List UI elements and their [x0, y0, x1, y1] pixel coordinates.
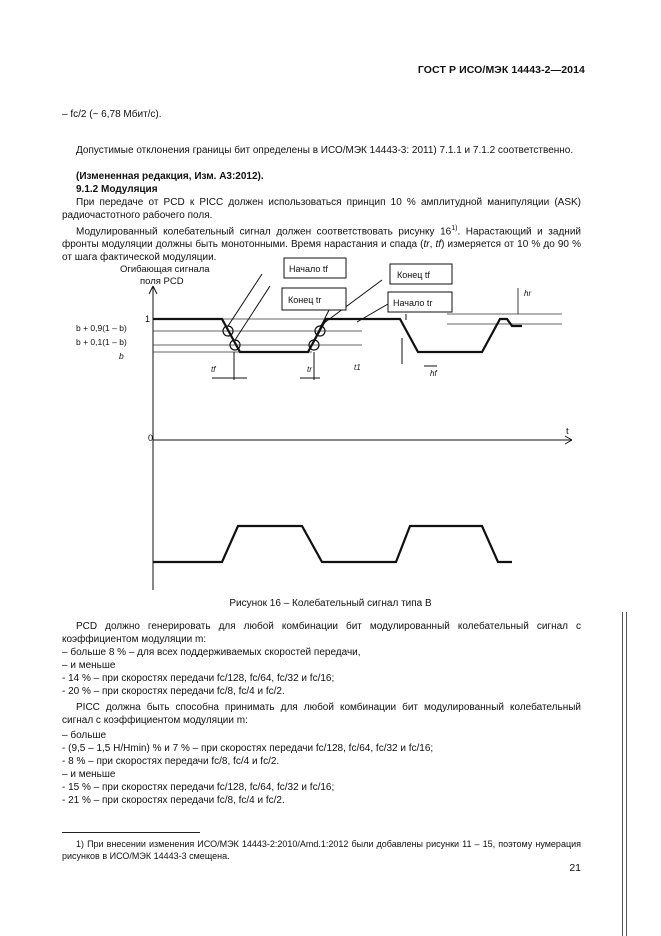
pcd-item-1: – больше 8 % – для всех поддерживаемых скоростей передачи,: [62, 647, 361, 658]
pcd-item-3: - 14 % – при скоростях передачи fc/128, fc/64, fc/32 и fc/16;: [62, 673, 335, 684]
footnote-ref: 1): [451, 225, 458, 232]
signal-tf: tf: [435, 239, 442, 251]
lower-waveform: [153, 526, 512, 562]
picc-intro: PICC должна быть способна принимать для любой комбинации бит модулированный колебательный сигнал с коэффициентом модуляции m:: [62, 702, 581, 726]
scan-edge-line: [622, 612, 623, 936]
signal-text-2: . Нарастающий и задний фронты модуляции должны быть монотонными. Время нарастания и спада (: [62, 226, 581, 251]
level-b-label: b: [119, 351, 124, 361]
label-hr: hr: [524, 289, 532, 298]
signal-sep: ,: [429, 239, 436, 251]
picc-item-4: – и меньше: [62, 769, 116, 780]
box-end-tf: Конец tf: [397, 270, 430, 280]
footnote: 1) При внесении изменения ИСО/МЭК 14443-2:2010/Amd.1:2012 были добавлены рисунки 11 – 15, поэтому нумерация рисунков в ИСО/МЭК 14443-3 смещена.: [62, 839, 581, 861]
picc-item-6: - 21 % – при скоростях передачи fc/8, fc/4 и fc/2.: [62, 795, 285, 806]
section-title: 9.1.2 Модуляция: [76, 184, 158, 195]
axis-t-label: t: [566, 426, 569, 437]
pcd-intro: PCD должно генерировать для любой комбинации бит модулированный колебательный сигнал с коэффициентом модуляции m:: [62, 621, 581, 645]
box-start-tf: Начало tf: [289, 264, 328, 274]
level-09-label: b + 0,9(1 – b): [76, 323, 127, 333]
label-hf: hf: [430, 369, 437, 378]
level-01-label: b + 0,1(1 – b): [76, 337, 127, 347]
running-header: ГОСТ Р ИСО/МЭК 14443-2—2014: [417, 64, 585, 76]
level-1-label: 1: [145, 314, 151, 324]
picc-item-5: - 15 % – при скоростях передачи fc/128, fc/64, fc/32 и fc/16;: [62, 782, 335, 793]
footnote-rule: [62, 832, 200, 833]
envelope-label-2: поля PCD: [140, 276, 184, 287]
envelope-label-1: Огибающая сигнала: [120, 264, 210, 275]
signal-text-3: ) измеряется от 10 % до 90 % от шага фактической модуляции.: [62, 239, 581, 264]
zero-label: 0: [148, 433, 154, 443]
label-tf: tf: [211, 365, 216, 374]
scan-edge-line: [626, 612, 627, 936]
figure-caption: Рисунок 16 – Колебательный сигнал типа В: [229, 598, 432, 609]
axes: [149, 286, 572, 590]
pcd-item-4: - 20 % – при скоростях передачи fc/8, fc/4 и fc/2.: [62, 686, 285, 697]
pcd-item-2: – и меньше: [62, 660, 116, 671]
paragraph-ask: При передаче от PCD к PICC должен использоваться принцип 10 % амплитудной манипуляции (ASK) радиочастотного рабочего поля.: [62, 197, 581, 221]
box-end-tr: Конец tr: [288, 295, 322, 305]
line-fc2: – fc/2 (~ 6,78 Мбит/с).: [62, 109, 162, 120]
label-t1: t1: [354, 363, 361, 372]
signal-text-1: Модулированный колебательный сигнал должен соответствовать рисунку 16: [76, 226, 452, 238]
picc-item-1: – больше: [62, 730, 107, 741]
amendment-note: (Измененная редакция, Изм. А3:2012).: [76, 171, 264, 182]
figure-16: [62, 256, 602, 592]
box-start-tr: Начало tr: [393, 298, 433, 308]
measurement-markers: [223, 326, 325, 350]
picc-item-2: - (9,5 – 1,5 H/Hmin) % и 7 % – при скоростях передачи fc/128, fc/64, fc/32 и fc/16;: [62, 743, 434, 754]
label-tr: tr: [307, 365, 312, 374]
paragraph-deviations: Допустимые отклонения границы бит определены в ИСО/МЭК 14443-3: 2011) 7.1.1 и 7.1.2 соответственно.: [76, 145, 574, 156]
picc-item-3: - 8 % – при скоростях передачи fc/8, fc/4 и fc/2.: [62, 756, 280, 767]
page-number: 21: [569, 862, 581, 874]
signal-tr: tr: [423, 239, 430, 251]
